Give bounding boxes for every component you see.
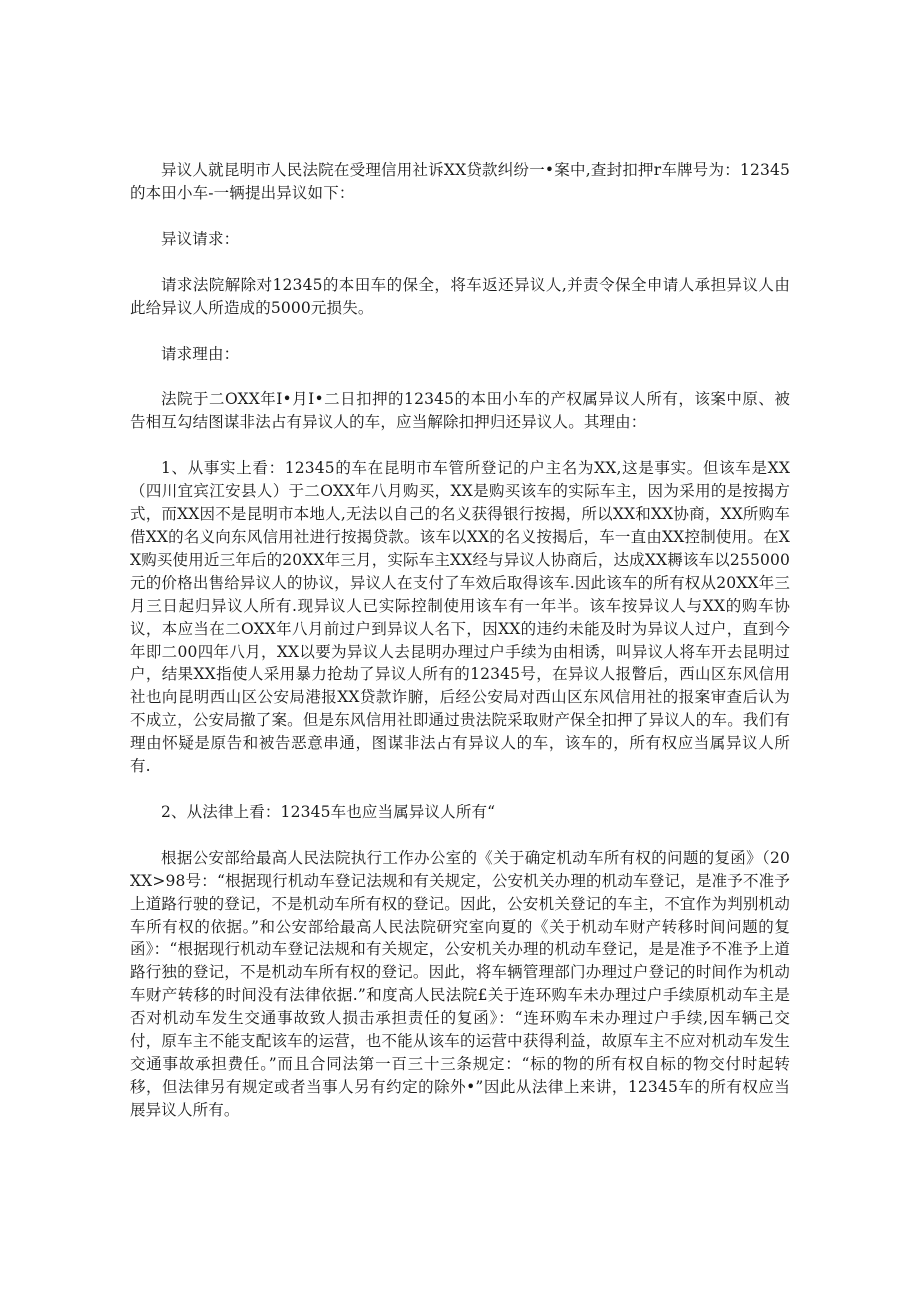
document-body: [130, 159, 790, 1122]
law-argument-paragraph: 根据公安部给最高人民法院执行工作办公室的《关于确定机动车所有权的问题的复函》（20XX>98号：“根据现行机动车登记法规和有关规定，公安机关办理的机动车登记，是准予不准予上道路行驶的登记，不是机动车所有权的登记。因此，公安机关登记的车主，不宜作为判别机动车所有权的依据。”和公安部给最高人民法院研究室向夏的《关于机动车财产转移时间问题的复函》：“根据现行机动车登记法规和有关规定，公安机关办理的机动车登记，是是准予不准予上道路行独的登记，不是机动车所有权的登记。因此，将车辆管理部门办理过户登记的时间作为机动车财产转移的时间没有法律依据.”和度高人民法院£关于连环购车未办理过户手续原机动车主是否对机动车发生交通事故致人损击承担责任的复函》：“连环购车未办理过户手续,因车辆己交付，原车主不能支配该车的运营，也不能从该车的运营中获得利益，故原车主不应对机动车发生交通事故承担费任。”而且合同法第一百三十三条规定：“标的物的所有权自标的物交付时起转移，但法律另有规定或者当事人另有约定的除外•”因此从法律上来讲，12345车的所有权应当展异议人所有。: [130, 848, 790, 1119]
request-reason-heading: 请求理由：: [161, 344, 240, 363]
objection-request-heading: 异议请求：: [161, 229, 240, 248]
law-argument-heading: 2、从法律上看：12345车也应当属异议人所有“: [161, 802, 496, 821]
reason-summary-paragraph: 法院于二OXX年I•月I•二日扣押的12345的本田小车的产权属异议人所有，该案中原、被告相互勾结图谋非法占有异议人的车，应当解除扣押归还异议人。其理由：: [130, 390, 790, 432]
intro-paragraph: 异议人就昆明市人民法院在受理信用社诉XX贷款纠纷一•案中,查封扣押r车牌号为：12345的本田小车-一辆提出异议如下：: [130, 161, 790, 202]
objection-request-paragraph: 请求法院解除对12345的本田车的保全，将车返还异议人,并责令保全申请人承担异议人由此给异议人所造成的5000元损失。: [130, 275, 790, 317]
fact-argument-paragraph: 1、从事实上看：12345的车在昆明市车管所登记的户主名为XX,这是事实。但该车是XX（四川宜宾江安县人）于二OXX年八月购买，XX是购买该车的实际车主，因为采用的是按揭方式，而XX因不是昆明市本地人,无法以自己的名义获得银行按揭，所以XX和XX协商，XX所购车借XX的名义向东风信用社进行按揭贷款。该车以XX的名义按揭后，车一直由XX控制使用。在XX购买使用近三年后的20XX年三月，实际车主XX经与异议人协商后，达成XX耨该车以255000元的价格出售给异议人的协议，异议人在支付了车效后取得该车.因此该车的所有权从20XX年三月三日起归异议人所有.现异议人已实际控制使用该车有一年半。该车按异议人与XX的购车协议，本应当在二OXX年八月前过户到异议人名下，因XX的违约未能及时为异议人过户，直到今年即二00四年八月，XX以要为异议人去昆明办理过户手续为由相诱，叫异议人将车开去昆明过户，结果XX指使人采用暴力抢劫了异议人所有的12345号，在异议人报瞥后，西山区东风信用社也向昆明西山区公安局港报XX贷款诈腑，后经公安局对西山区东风信用社的报案审查后认为不成立，公安局撤了案。但是东风信用社即通过贵法院采取财产保全扣押了异议人的车。我们有理由怀疑是原告和被告恶意串通，图谋非法占有异议人的车，该车的，所有权应当属异议人所有.: [130, 459, 790, 776]
